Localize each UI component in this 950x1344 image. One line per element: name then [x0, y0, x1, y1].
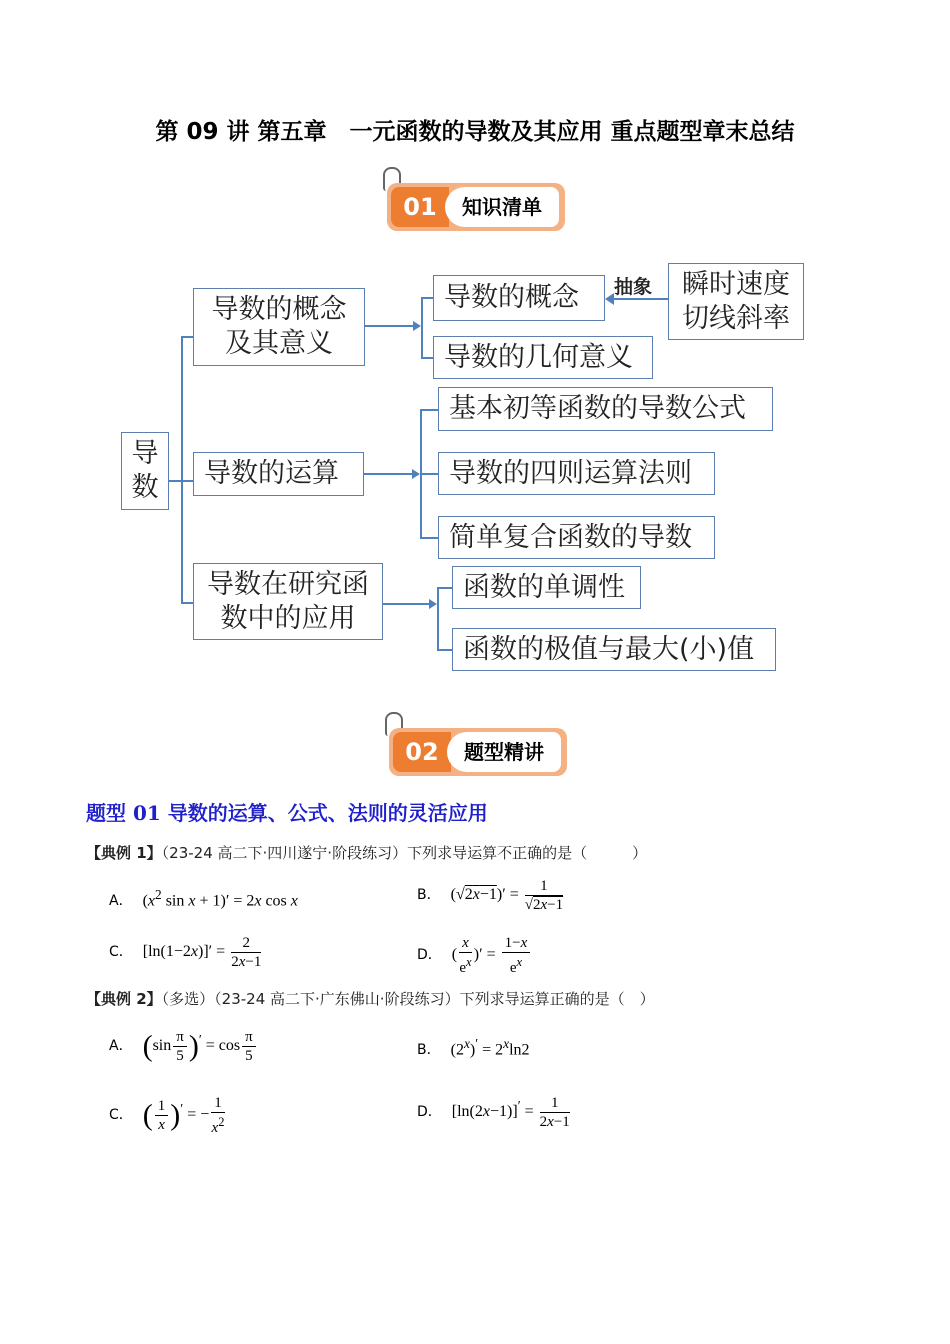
mindmap-node-speed-slope	[668, 263, 804, 340]
mindmap-node-geometric-meaning: 导数的几何意义	[433, 336, 653, 379]
mindmap-branch-concept	[193, 288, 365, 366]
mindmap-node-monotonicity: 函数的单调性	[452, 566, 641, 609]
page-title: 第 09 讲 第五章 一元函数的导数及其应用 重点题型章末总结	[155, 119, 795, 145]
mindmap-branch-application	[193, 563, 383, 640]
example-1-option-d: D． ( $\frac{x}{e^x}$ )′ = $\frac{1-x}{e^x}$	[417, 934, 532, 977]
example-1-option-b: B． (√2x−1)′ = $\frac{1}{√2x-1}$	[417, 878, 564, 913]
section-label: 题型精讲	[447, 732, 561, 772]
section-number: 01	[391, 187, 449, 227]
option-letter: C．	[109, 1107, 133, 1124]
section-badge-knowledge	[387, 177, 565, 231]
mindmap-node-basic-formulas: 基本初等函数的导数公式	[438, 387, 773, 431]
example-1-text: （23-24 高二下·四川遂宁·阶段练习）下列求导运算不正确的是（ ）	[161, 844, 648, 862]
mindmap-node-composite: 简单复合函数的导数	[438, 516, 715, 559]
example-2-stem	[86, 988, 655, 1009]
section-label: 知识清单	[445, 187, 559, 227]
example-2-option-b: B． $(2^x)' = 2^x\ln 2$	[417, 1036, 530, 1059]
option-letter: A．	[109, 893, 133, 910]
mindmap-node-extrema: 函数的极值与最大(小)值	[452, 628, 776, 671]
section-number: 02	[393, 732, 451, 772]
branch-concept-line2: 及其意义	[225, 328, 333, 359]
branch-application-line2: 数中的应用	[220, 602, 356, 634]
example-1-option-a: A． ($x^2$ sin x + 1)′ = 2x cos x	[109, 887, 298, 910]
example-2-tag: 【典例 2】	[86, 990, 162, 1008]
option-letter: C．	[109, 944, 133, 961]
root-char-1: 导	[131, 438, 159, 469]
mindmap-node-arithmetic-rules: 导数的四则运算法则	[438, 452, 715, 495]
question-type-heading: 题型 01 导数的运算、公式、法则的灵活应用	[86, 801, 488, 825]
branch-application-line1: 导数在研究函	[207, 568, 369, 600]
mindmap-branch-operations: 导数的运算	[193, 452, 364, 496]
mindmap-node-derivative-concept: 导数的概念	[433, 275, 605, 321]
example-2-option-a: A． (sin $\frac{\pi}{5}$ )′ = cos $\frac{\pi}{5}$	[109, 1028, 258, 1065]
example-2-option-c: C． ( $\frac{1}{x}$ )′ = − $\frac{1}{x^2}$	[109, 1095, 225, 1136]
example-2-text: （多选）（23-24 高二下·广东佛山·阶段练习）下列求导运算正确的是（ ）	[161, 990, 655, 1008]
example-1-option-c: C． [ln(1−2x)]′ = $\frac{2}{2x-1}$	[109, 935, 262, 970]
option-letter: D．	[417, 1104, 442, 1121]
root-char-2: 数	[131, 472, 159, 503]
option-letter: B．	[417, 887, 441, 904]
example-1-stem	[86, 842, 647, 863]
slope-label: 切线斜率	[682, 302, 790, 334]
speed-label: 瞬时速度	[682, 268, 790, 300]
branch-concept-line1: 导数的概念	[211, 294, 347, 325]
section-badge-problems	[389, 722, 567, 776]
mindmap-root	[121, 432, 169, 510]
option-letter: D．	[417, 947, 442, 964]
option-letter: B．	[417, 1042, 441, 1059]
example-1-tag: 【典例 1】	[86, 844, 162, 862]
option-letter: A．	[109, 1038, 133, 1055]
example-2-option-d: D． [ln(2x−1)]′ = $\frac{1}{2x-1}$	[417, 1095, 570, 1130]
abstract-label: 抽象	[614, 276, 653, 298]
